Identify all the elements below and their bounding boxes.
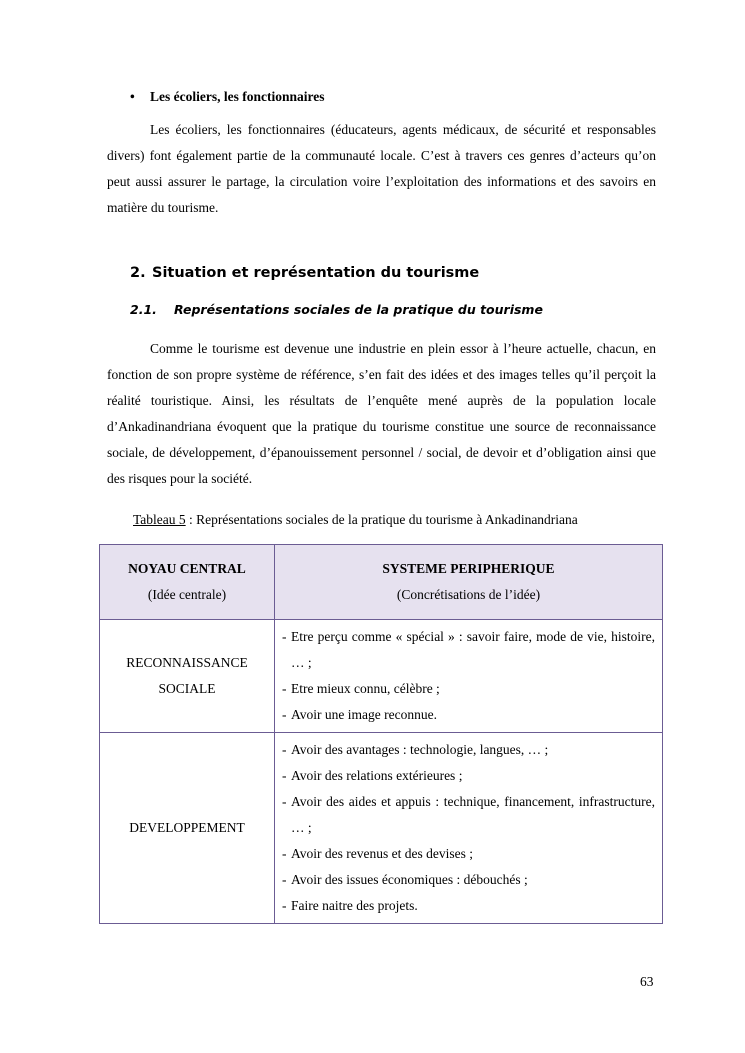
list-item: - Avoir des relations extérieures ; bbox=[282, 763, 655, 789]
paragraph-2 bbox=[107, 336, 656, 492]
header-noyau-central bbox=[100, 545, 275, 620]
section-heading bbox=[130, 265, 479, 281]
list-item: - Avoir des issues économiques : débouchés ; bbox=[282, 867, 655, 893]
table-caption-label: Tableau 5 bbox=[133, 512, 186, 527]
header-col1-subtitle: (Idée centrale) bbox=[147, 587, 227, 602]
bullet-heading bbox=[130, 89, 324, 105]
table-row bbox=[100, 620, 663, 733]
peripheral-cell bbox=[275, 620, 663, 733]
subsection-heading bbox=[130, 302, 543, 317]
list-item: - Etre perçu comme « spécial » : savoir faire, mode de vie, histoire, … ; bbox=[282, 624, 655, 676]
core-idea-line: RECONNAISSANCE bbox=[126, 655, 248, 670]
table-caption bbox=[133, 512, 578, 528]
core-idea-cell bbox=[100, 733, 275, 924]
table-row bbox=[100, 733, 663, 924]
peripheral-list bbox=[282, 624, 655, 728]
list-item: - Faire naitre des projets. bbox=[282, 893, 655, 919]
list-item: - Etre mieux connu, célèbre ; bbox=[282, 676, 655, 702]
table-caption-text: : Représentations sociales de la pratique du tourisme à Ankadinandriana bbox=[185, 512, 578, 527]
peripheral-list bbox=[282, 737, 655, 919]
list-item: - Avoir des revenus et des devises ; bbox=[282, 841, 655, 867]
subsection-title: Représentations sociales de la pratique du tourisme bbox=[174, 302, 543, 317]
core-idea-line: SOCIALE bbox=[158, 681, 216, 696]
section-title: Situation et représentation du tourisme bbox=[152, 265, 480, 281]
bullet-dot: • bbox=[130, 89, 135, 104]
header-systeme-peripherique bbox=[275, 545, 663, 620]
representations-table bbox=[99, 544, 663, 924]
bullet-title: Les écoliers, les fonctionnaires bbox=[150, 89, 325, 104]
page-number: 63 bbox=[640, 974, 654, 989]
list-item: - Avoir des avantages : technologie, langues, … ; bbox=[282, 737, 655, 763]
paragraph-1-text: Les écoliers, les fonctionnaires (éducateurs, agents médicaux, de sécurité et responsables divers) font également partie de la communauté locale. C’est à travers ces genres d’acteurs qu’on peut aussi assurer le partage, la circulation voire l’exploitation des informations et des savoirs en matière du tourisme. bbox=[107, 122, 656, 215]
core-idea-cell bbox=[100, 620, 275, 733]
paragraph-2-text: Comme le tourisme est devenue une industrie en plein essor à l’heure actuelle, chacun, en fonction de son propre système de référence, s’en fait des idées et des images telles qu’il perçoit la réalité touristique. Ainsi, les résultats de l’enquête mené auprès de la population locale d’Ankadinandriana évoquent que la pratique du tourisme constitue une source de reconnaissance sociale, de développement, d’épanouissement personnel / social, de devoir et d’obligation ainsi que des risques pour la société. bbox=[107, 341, 656, 486]
list-item: - Avoir des aides et appuis : technique, financement, infrastructure, … ; bbox=[282, 789, 655, 841]
peripheral-cell bbox=[275, 733, 663, 924]
header-col2-title: SYSTEME PERIPHERIQUE bbox=[382, 561, 555, 576]
paragraph-1 bbox=[107, 117, 656, 221]
core-idea-line: DEVELOPPEMENT bbox=[129, 820, 245, 835]
subsection-number: 2.1. bbox=[130, 302, 157, 317]
header-col2-subtitle: (Concrétisations de l’idée) bbox=[396, 587, 541, 602]
header-col1-title: NOYAU CENTRAL bbox=[128, 561, 246, 576]
section-number: 2. bbox=[130, 265, 146, 281]
list-item: - Avoir une image reconnue. bbox=[282, 702, 655, 728]
table-header-row bbox=[100, 545, 663, 620]
